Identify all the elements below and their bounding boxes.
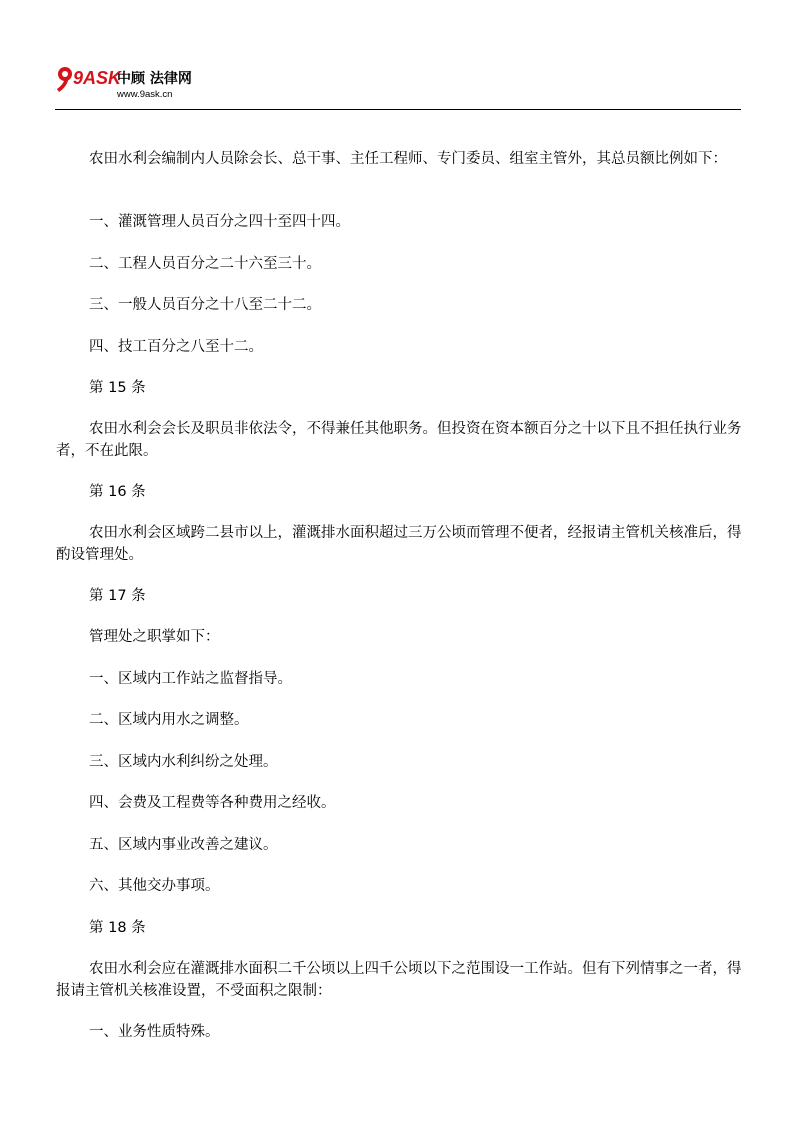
article-heading: 第 17 条 [89,588,146,604]
logo-url: www.9ask.cn [117,89,173,100]
article-heading: 第 16 条 [89,484,146,500]
paragraph: 三、区域内水利纠纷之处理。 [89,754,278,770]
logo-brand-cn: 中顾 法律网 [117,71,192,87]
header-divider [55,109,741,110]
paragraph: 二、区域内用水之调整。 [89,712,249,728]
paragraph: 二、工程人员百分之二十六至三十。 [89,256,321,272]
paragraph: 四、技工百分之八至十二。 [89,339,263,355]
page-header [55,62,741,110]
logo-mark-icon [57,67,72,92]
paragraph: 农田水利会区域跨二县市以上，灌溉排水面积超过三万公顷而管理不便者，经报请主管机关核准后，得酌设管理处。 [56,525,742,563]
paragraph: 农田水利会会长及职员非依法令，不得兼任其他职务。但投资在资本额百分之十以下且不担任执行业务者，不在此限。 [56,421,742,459]
paragraph: 六、其他交办事项。 [89,878,220,894]
logo-brand-latin: 9ASK [73,68,122,88]
paragraph: 三、一般人员百分之十八至二十二。 [89,297,321,313]
paragraph: 一、区域内工作站之监督指导。 [89,671,292,687]
paragraph: 一、灌溉管理人员百分之四十至四十四。 [89,214,350,230]
paragraph: 五、区域内事业改善之建议。 [89,837,278,853]
site-logo [55,62,215,102]
paragraph: 一、业务性质特殊。 [89,1024,220,1040]
paragraph: 四、会费及工程费等各种费用之经收。 [89,795,336,811]
paragraph: 农田水利会编制内人员除会长、总干事、主任工程师、专门委员、组室主管外，其总员额比例如下： [89,151,727,167]
paragraph: 管理处之职掌如下： [89,629,220,645]
paragraph: 农田水利会应在灌溉排水面积二千公顷以上四千公顷以下之范围设一工作站。但有下列情事之一者，得报请主管机关核准设置，不受面积之限制： [56,961,742,999]
article-heading: 第 18 条 [89,920,146,936]
article-heading: 第 15 条 [89,380,146,396]
